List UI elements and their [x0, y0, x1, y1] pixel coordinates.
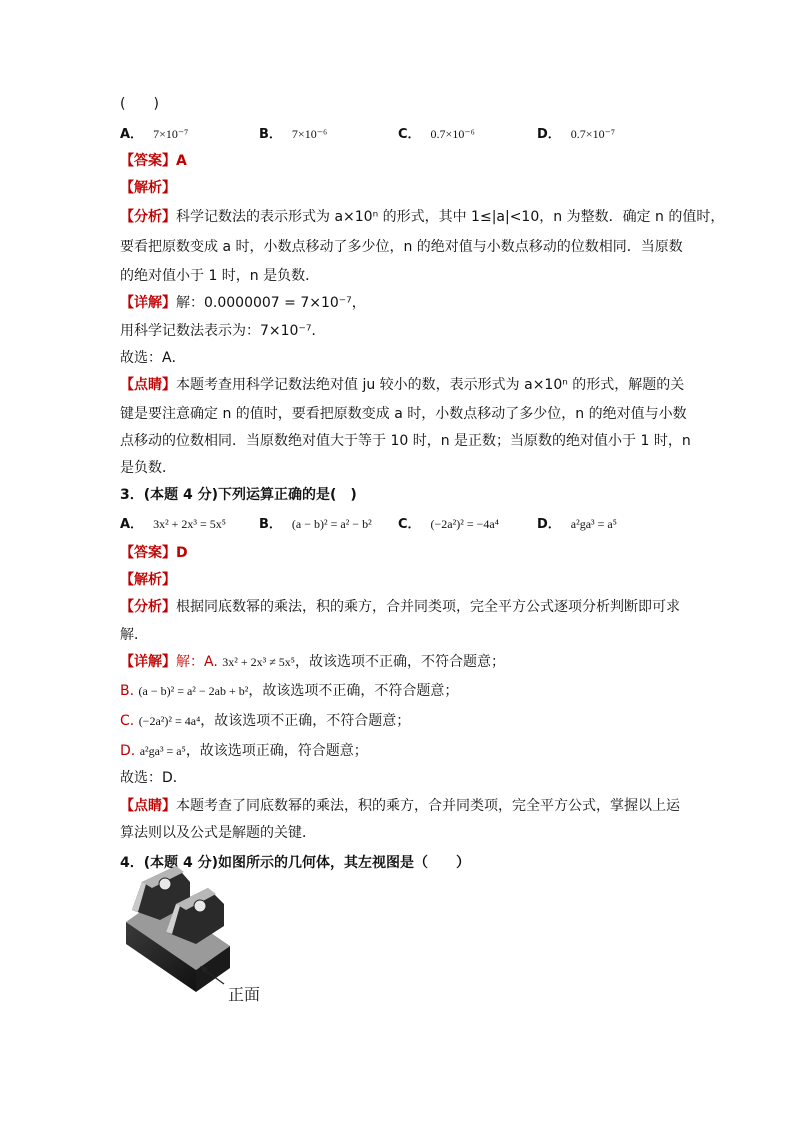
- q3-jiexi-tag: 【解析】: [120, 572, 176, 588]
- q2-dianjing-line-4: 是负数．: [120, 460, 176, 476]
- q2-answer: 【答案】A: [120, 153, 187, 169]
- q2-fenxi-line-2: 要看把原数变成 a 时，小数点移动了多少位，n 的绝对值与小数点移动的位数相同．当原数: [120, 239, 683, 255]
- q2-dianjing-line-3: 点移动的位数相同．当原数绝对值大于等于 10 时，n 是正数；当原数的绝对值小于 1 时，n: [120, 433, 691, 449]
- q3-dianjing-line-1: 【点睛】本题考查了同底数幂的乘法，积的乘方，合并同类项，完全平方公式，掌握以上运: [120, 798, 680, 814]
- q2-option-d: D． 0.7×10⁻⁷: [537, 127, 616, 142]
- q2-xiangjie-line-1: 【详解】解：0.0000007 = 7×10⁻⁷，: [120, 295, 366, 311]
- q2-conclusion: 故选：A．: [120, 350, 186, 366]
- q3-fenxi-line-1: 【分析】根据同底数幂的乘法，积的乘方，合并同类项，完全平方公式逐项分析判断即可求: [120, 599, 680, 615]
- q3-option-d: D． a²ga³ = a⁵: [537, 517, 617, 532]
- geometric-solid-figure: [120, 862, 290, 1002]
- q2-jiexi-tag: 【解析】: [120, 180, 176, 196]
- q4-title: 4．(本题 4 分)如图所示的几何体，其左视图是（ ）: [120, 855, 471, 871]
- q3-option-a: A． 3x² + 2x³ = 5x⁵: [120, 517, 226, 532]
- q3-answer: 【答案】D: [120, 545, 188, 561]
- front-label: 正面: [228, 985, 261, 1004]
- q3-xiangjie-line-4: D. a²ga³ = a⁵，故该选项正确，符合题意；: [120, 743, 368, 759]
- solid-drawing: [120, 862, 290, 1002]
- q3-option-c: C． (−2a²)² = −4a⁴: [398, 517, 499, 532]
- q3-option-b: B． (a − b)² = a² − b²: [259, 517, 372, 532]
- q3-xiangjie-line-2: B. (a − b)² = a² − 2ab + b²，故该选项不正确，不符合题意；: [120, 683, 459, 699]
- q3-dianjing-line-2: 算法则以及公式是解题的关键．: [120, 825, 316, 841]
- q3-conclusion: 故选：D．: [120, 770, 187, 786]
- q2-option-a: A． 7×10⁻⁷: [120, 127, 189, 142]
- q2-option-c: C． 0.7×10⁻⁶: [398, 127, 475, 142]
- q3-fenxi-line-2: 解．: [120, 627, 148, 643]
- q2-fenxi-line-1: 【分析】科学记数法的表示形式为 a×10ⁿ 的形式，其中 1≤|a|<10，n 为整数．确定 n 的值时，: [120, 209, 725, 225]
- q2-paren: ( ): [120, 96, 159, 112]
- q3-xiangjie-line-3: C. (−2a²)² = 4a⁴，故该选项不正确，不符合题意；: [120, 713, 411, 729]
- q2-fenxi-line-3: 的绝对值小于 1 时，n 是负数．: [120, 268, 320, 284]
- q2-option-b: B． 7×10⁻⁶: [259, 127, 328, 142]
- q3-xiangjie-line-1: 【详解】解：A. 3x² + 2x³ ≠ 5x⁵，故该选项不正确，不符合题意；: [120, 654, 505, 670]
- q2-dianjing-line-2: 键是要注意确定 n 的值时，要看把原数变成 a 时，小数点移动了多少位，n 的绝对值与小数: [120, 406, 687, 422]
- q2-dianjing-line-1: 【点睛】本题考查用科学记数法绝对值 ju 较小的数，表示形式为 a×10ⁿ 的形式，解题的关: [120, 377, 685, 393]
- q2-xiangjie-line-2: 用科学记数法表示为：7×10⁻⁷．: [120, 323, 326, 339]
- q3-title: 3．(本题 4 分)下列运算正确的是( ): [120, 487, 357, 503]
